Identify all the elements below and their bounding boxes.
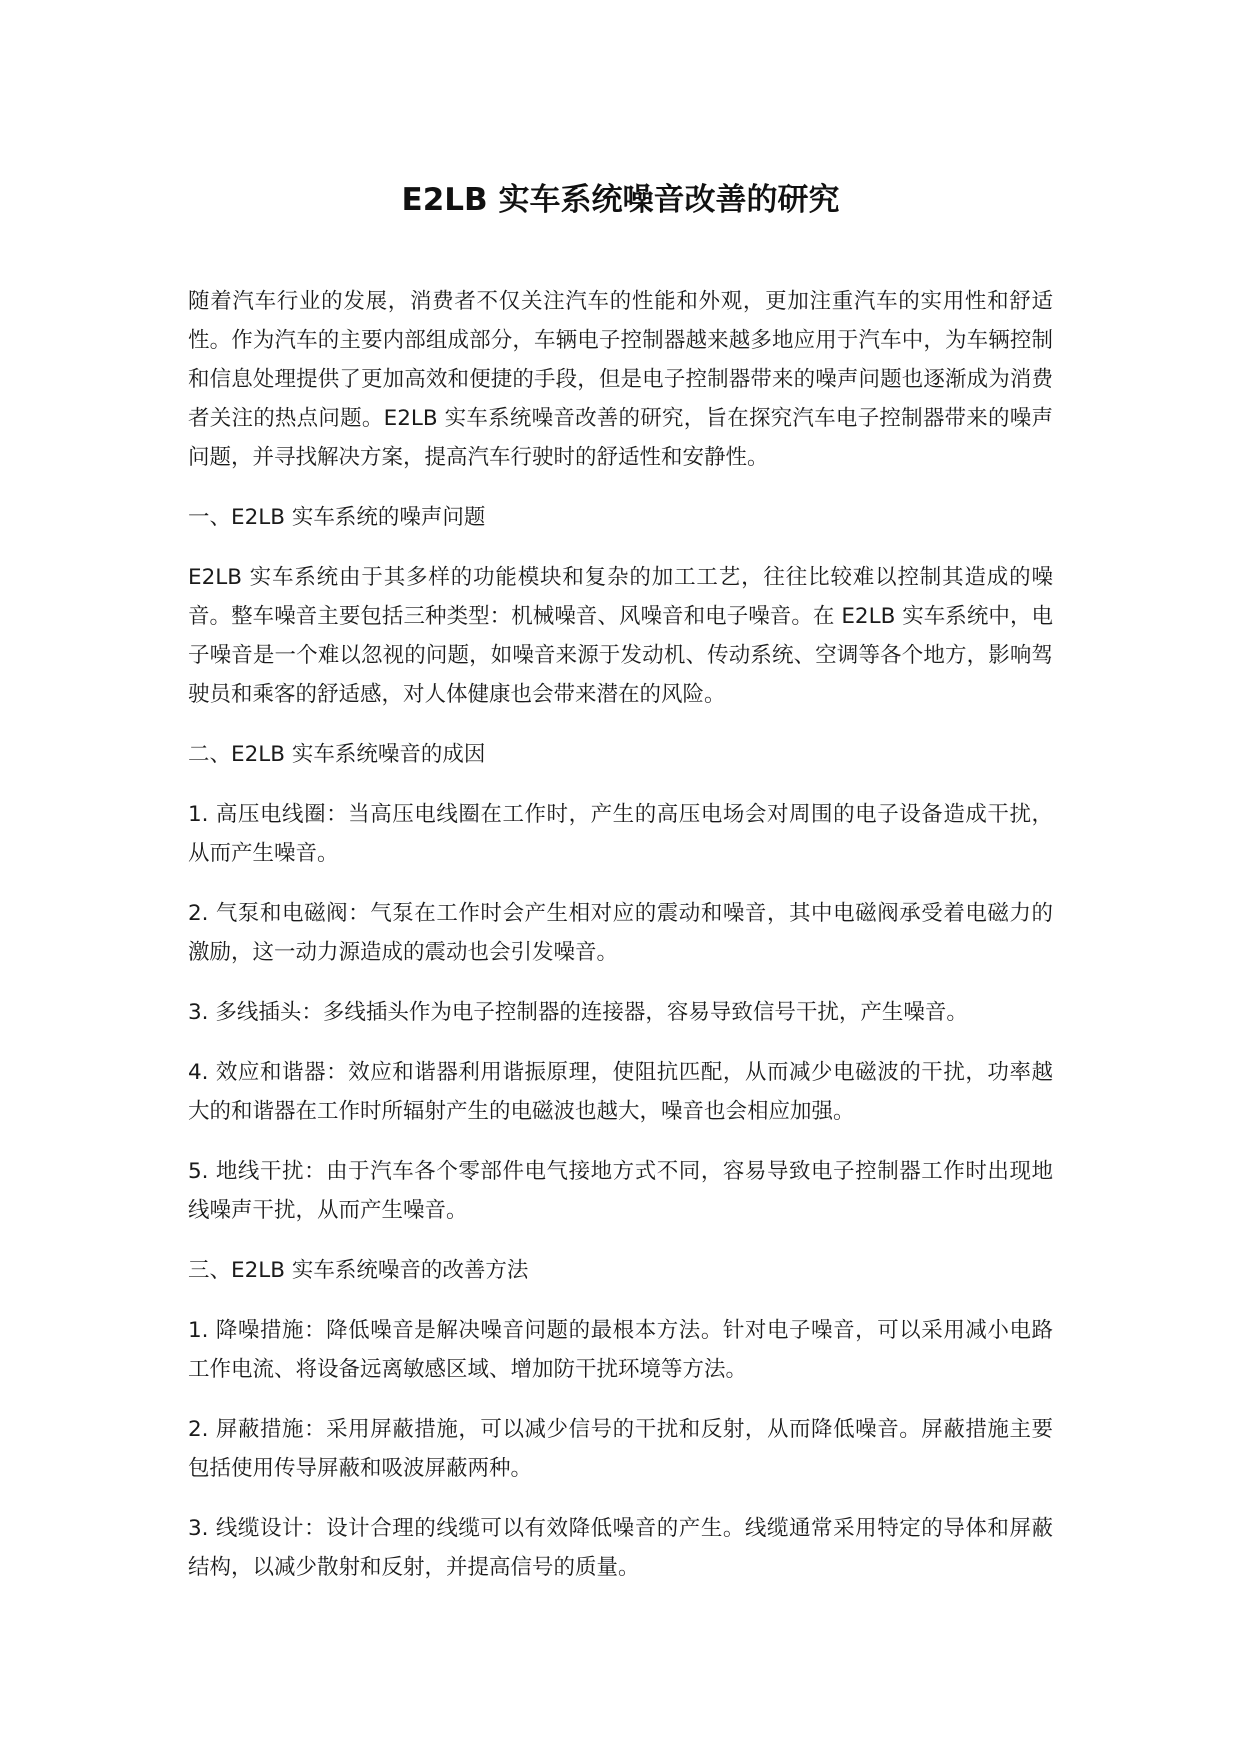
section-1-paragraph: E2LB 实车系统由于其多样的功能模块和复杂的加工工艺，往往比较难以控制其造成的噪音。整车噪音主要包括三种类型：机械噪音、风噪音和电子噪音。在 E2LB 实车系统中，电子噪音是一个难以忽视的问题，如噪音来源于发动机、传动系统、空调等各个地方，影响驾驶员和乘客的舒适感，对人体健康也会带来潜在的风险。 — [188, 565, 1053, 707]
section-2-heading: 二、E2LB 实车系统噪音的成因 — [188, 742, 486, 767]
section-3-heading: 三、E2LB 实车系统噪音的改善方法 — [188, 1258, 529, 1283]
section-2-item-5: 5. 地线干扰：由于汽车各个零部件电气接地方式不同，容易导致电子控制器工作时出现地线噪声干扰，从而产生噪音。 — [188, 1159, 1053, 1223]
section-3-item-1: 1. 降噪措施：降低噪音是解决噪音问题的最根本方法。针对电子噪音，可以采用减小电路工作电流、将设备远离敏感区域、增加防干扰环境等方法。 — [188, 1318, 1053, 1382]
section-2-item-4: 4. 效应和谐器：效应和谐器利用谐振原理，使阻抗匹配，从而减少电磁波的干扰，功率越大的和谐器在工作时所辐射产生的电磁波也越大，噪音也会相应加强。 — [188, 1060, 1053, 1124]
section-3-item-3: 3. 线缆设计：设计合理的线缆可以有效降低噪音的产生。线缆通常采用特定的导体和屏蔽结构，以减少散射和反射，并提高信号的质量。 — [188, 1516, 1053, 1580]
section-2-item-3: 3. 多线插头：多线插头作为电子控制器的连接器，容易导致信号干扰，产生噪音。 — [188, 1000, 968, 1025]
section-1-heading: 一、E2LB 实车系统的噪声问题 — [188, 505, 486, 530]
document-body — [188, 282, 1053, 1608]
intro-paragraph: 随着汽车行业的发展，消费者不仅关注汽车的性能和外观，更加注重汽车的实用性和舒适性。作为汽车的主要内部组成部分，车辆电子控制器越来越多地应用于汽车中，为车辆控制和信息处理提供了更加高效和便捷的手段，但是电子控制器带来的噪声问题也逐渐成为消费者关注的热点问题。E2LB 实车系统噪音改善的研究，旨在探究汽车电子控制器带来的噪声问题，并寻找解决方案，提高汽车行驶时的舒适性和安静性。 — [188, 289, 1053, 470]
document-title: E2LB 实车系统噪音改善的研究 — [401, 182, 840, 218]
section-3-item-2: 2. 屏蔽措施：采用屏蔽措施，可以减少信号的干扰和反射，从而降低噪音。屏蔽措施主要包括使用传导屏蔽和吸波屏蔽两种。 — [188, 1417, 1053, 1481]
section-2-item-1: 1. 高压电线圈：当高压电线圈在工作时，产生的高压电场会对周围的电子设备造成干扰，从而产生噪音。 — [188, 802, 1053, 866]
section-2-item-2: 2. 气泵和电磁阀：气泵在工作时会产生相对应的震动和噪音，其中电磁阀承受着电磁力的激励，这一动力源造成的震动也会引发噪音。 — [188, 901, 1053, 965]
